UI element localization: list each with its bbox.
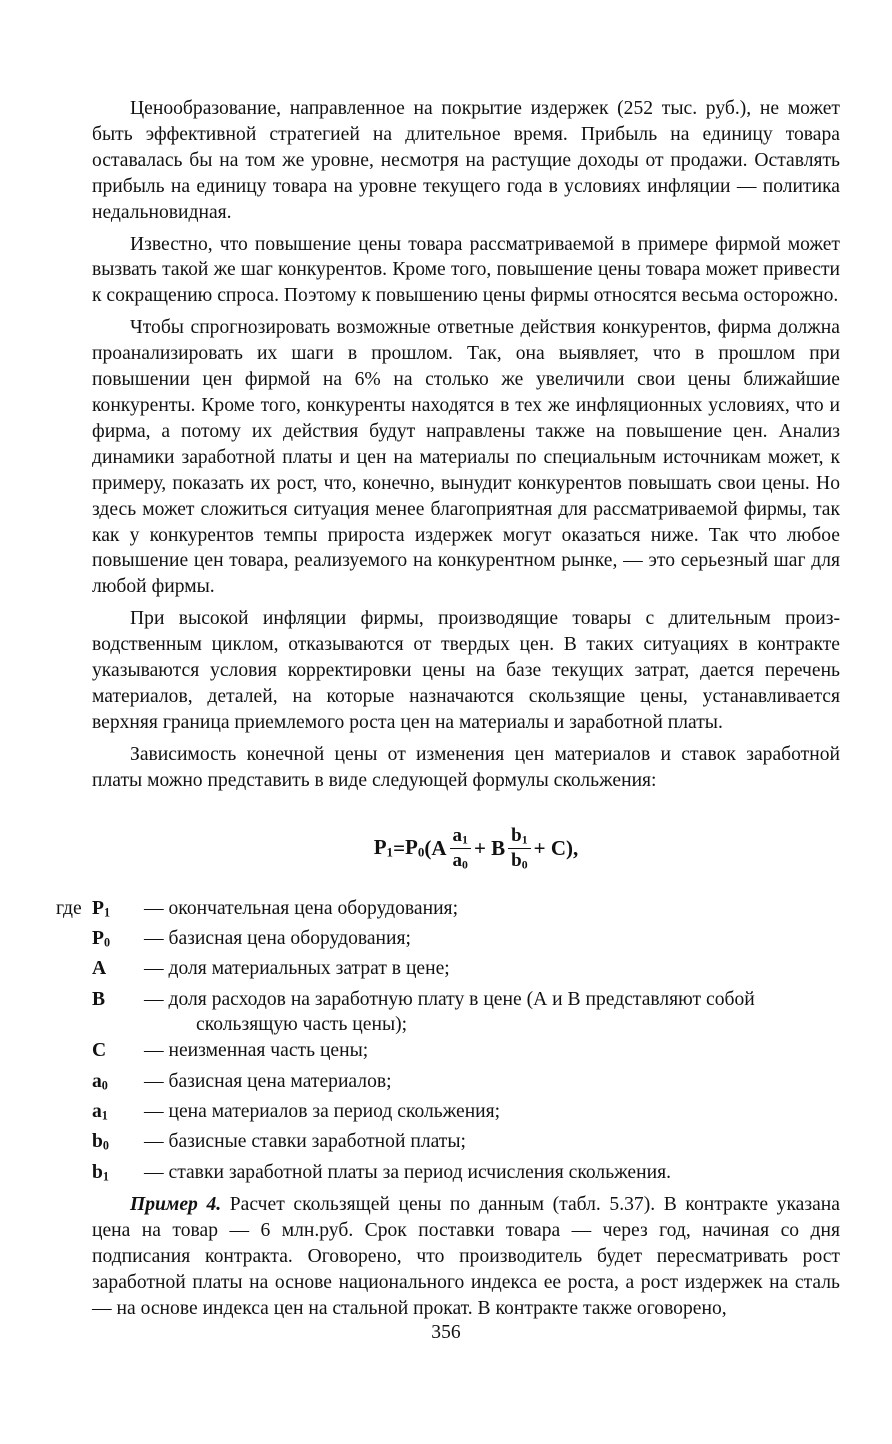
- definition-text: — базисные ставки заработной платы;: [144, 1131, 466, 1153]
- definition-symbol: $a_0$: [92, 1070, 108, 1093]
- definition-item: [56, 956, 840, 986]
- paragraph-example: [92, 1192, 840, 1322]
- definition-symbol: $a_1$: [92, 1101, 108, 1123]
- formula-close: + C),: [533, 835, 579, 860]
- definition-item: [56, 1069, 840, 1099]
- formula-fraction-b: [508, 826, 530, 871]
- definition-symbol: $P_1$: [92, 897, 111, 919]
- definition-text: — базисная цена оборудования;: [144, 927, 411, 949]
- example-text: Расчет скользящей цены по данным (табл. 5.37). В контракте указана цена на товар — 6 млн.руб. Срок поставки товара — через год, начиная со дня подписания контракта. Оговорено, что производитель будет пересматривать рост заработной платы на основе национального индекса ее роста, а рост издержек на сталь — на основе индекса цен на стальной прокат. В контракте также оговорено,: [92, 1194, 840, 1319]
- definition-text: — ставки заработной платы за период исчисления скольжения.: [144, 1161, 672, 1183]
- definition-item: [56, 987, 840, 1039]
- definition-item: [56, 1099, 840, 1129]
- definition-symbol: $b_0$: [92, 1131, 109, 1153]
- page-number: 356: [431, 1322, 461, 1343]
- formula-fraction-a: [450, 826, 471, 871]
- definition-symbol: $b_1$: [92, 1161, 109, 1184]
- fraction-a-numerator: $a_1$: [450, 826, 471, 849]
- page-text: [56, 96, 840, 1328]
- definition-text: — доля материальных затрат в цене;: [144, 958, 450, 980]
- definition-item: [56, 926, 840, 956]
- definition-symbol: B: [92, 988, 106, 1010]
- formula-lhs: $P_1$: [373, 835, 394, 860]
- definition-item: [56, 1160, 840, 1190]
- example-label: Пример 4.: [130, 1194, 222, 1215]
- definition-text-continuation: скользящую часть цены);: [196, 1014, 408, 1036]
- definitions-where-label: где: [56, 897, 82, 919]
- formula-p0: $P_0$: [405, 835, 425, 860]
- formula-definitions: [56, 896, 840, 1190]
- fraction-a-denominator: $a_0$: [452, 849, 468, 872]
- formula-plus-b: + B: [473, 835, 506, 860]
- paragraph-price-increase: Известно, что повышение цены товара рассматриваемой в примере фирмой может вызвать такой же шаг конкурентов. Кроме того, повышение цены товара может привести к сокращению спроса. Поэтому к повышению цены фирмы относятся весьма осторожно.: [92, 233, 840, 307]
- sliding-price-formula: [112, 826, 840, 876]
- paragraph-inflation: При высокой инфляции фирмы, производящие товары с длительным производственным циклом, отказываются от твердых цен. В таких ситуациях в контракте указываются условия корректировки цены на базе текущих затрат, дается перечень материалов, деталей, на которые назначаются скользящие цены, устанавливается верхняя граница приемлемого роста цен на материалы и заработной платы.: [92, 608, 840, 733]
- formula-open: (A: [424, 835, 447, 860]
- definition-text: — неизменная часть цены;: [144, 1040, 369, 1062]
- definition-symbol: A: [92, 958, 107, 980]
- definition-text: — базисная цена материалов;: [144, 1070, 392, 1092]
- definition-symbol: $P_0$: [92, 927, 111, 950]
- definition-symbol: C: [92, 1040, 107, 1062]
- paragraph-competitors: Чтобы спрогнозировать возможные ответные действия конкурентов, фирма должна проанализировать их шаги в прошлом. Так, она выявляет, что в прошлом при повышении цен фирмой на 6% на столько же увеличили свои цены ближайшие конкуренты. Кроме того, конкуренты находятся в тех же инфляционных условиях, что и фирма, а потому их действия будут направлены также на повышение цен. Анализ динамики заработной платы и цен на материалы по специальным источникам может, к примеру, показать их рост, что, конечно, вынудит конкурентов повышать свои цены. Но здесь может сложиться ситуация менее благоприятная для рассматриваемой фирмы, так как у конкурентов темпы прироста издержек могут оказаться ниже. Так что любое повышение цен товара, реализуемого на конкурентном рынке, — это серьезный шаг для любой фирмы.: [92, 317, 840, 598]
- paragraph-formula-intro: Зависимость конечной цены от изменения цен материалов и ставок заработной платы можно представить в виде следующей формулы скольжения:: [92, 743, 840, 791]
- definition-item: [56, 1038, 840, 1068]
- definition-item: [56, 896, 840, 926]
- definition-text: — окончательная цена оборудования;: [144, 897, 459, 919]
- fraction-b-denominator: $b_0$: [511, 849, 528, 872]
- definition-item: [56, 1129, 840, 1159]
- definition-text: — цена материалов за период скольжения;: [144, 1101, 501, 1123]
- fraction-b-numerator: $b_1$: [508, 826, 530, 849]
- definition-text: — доля расходов на заработную плату в цене (А и В представляют собой скользящую часть цены);: [144, 987, 840, 1039]
- paragraph-cost-pricing: Ценообразование, направленное на покрытие издержек (252 тыс. руб.), не может быть эффективной стратегией на длительное время. Прибыль на единицу товара оставалась бы на том же уровне, несмотря на растущие доходы от продажи. Оставлять прибыль на единицу товара на уровне текущего года в условиях инфляции — политика недальновидная.: [92, 98, 840, 223]
- formula-equals: =: [393, 835, 406, 860]
